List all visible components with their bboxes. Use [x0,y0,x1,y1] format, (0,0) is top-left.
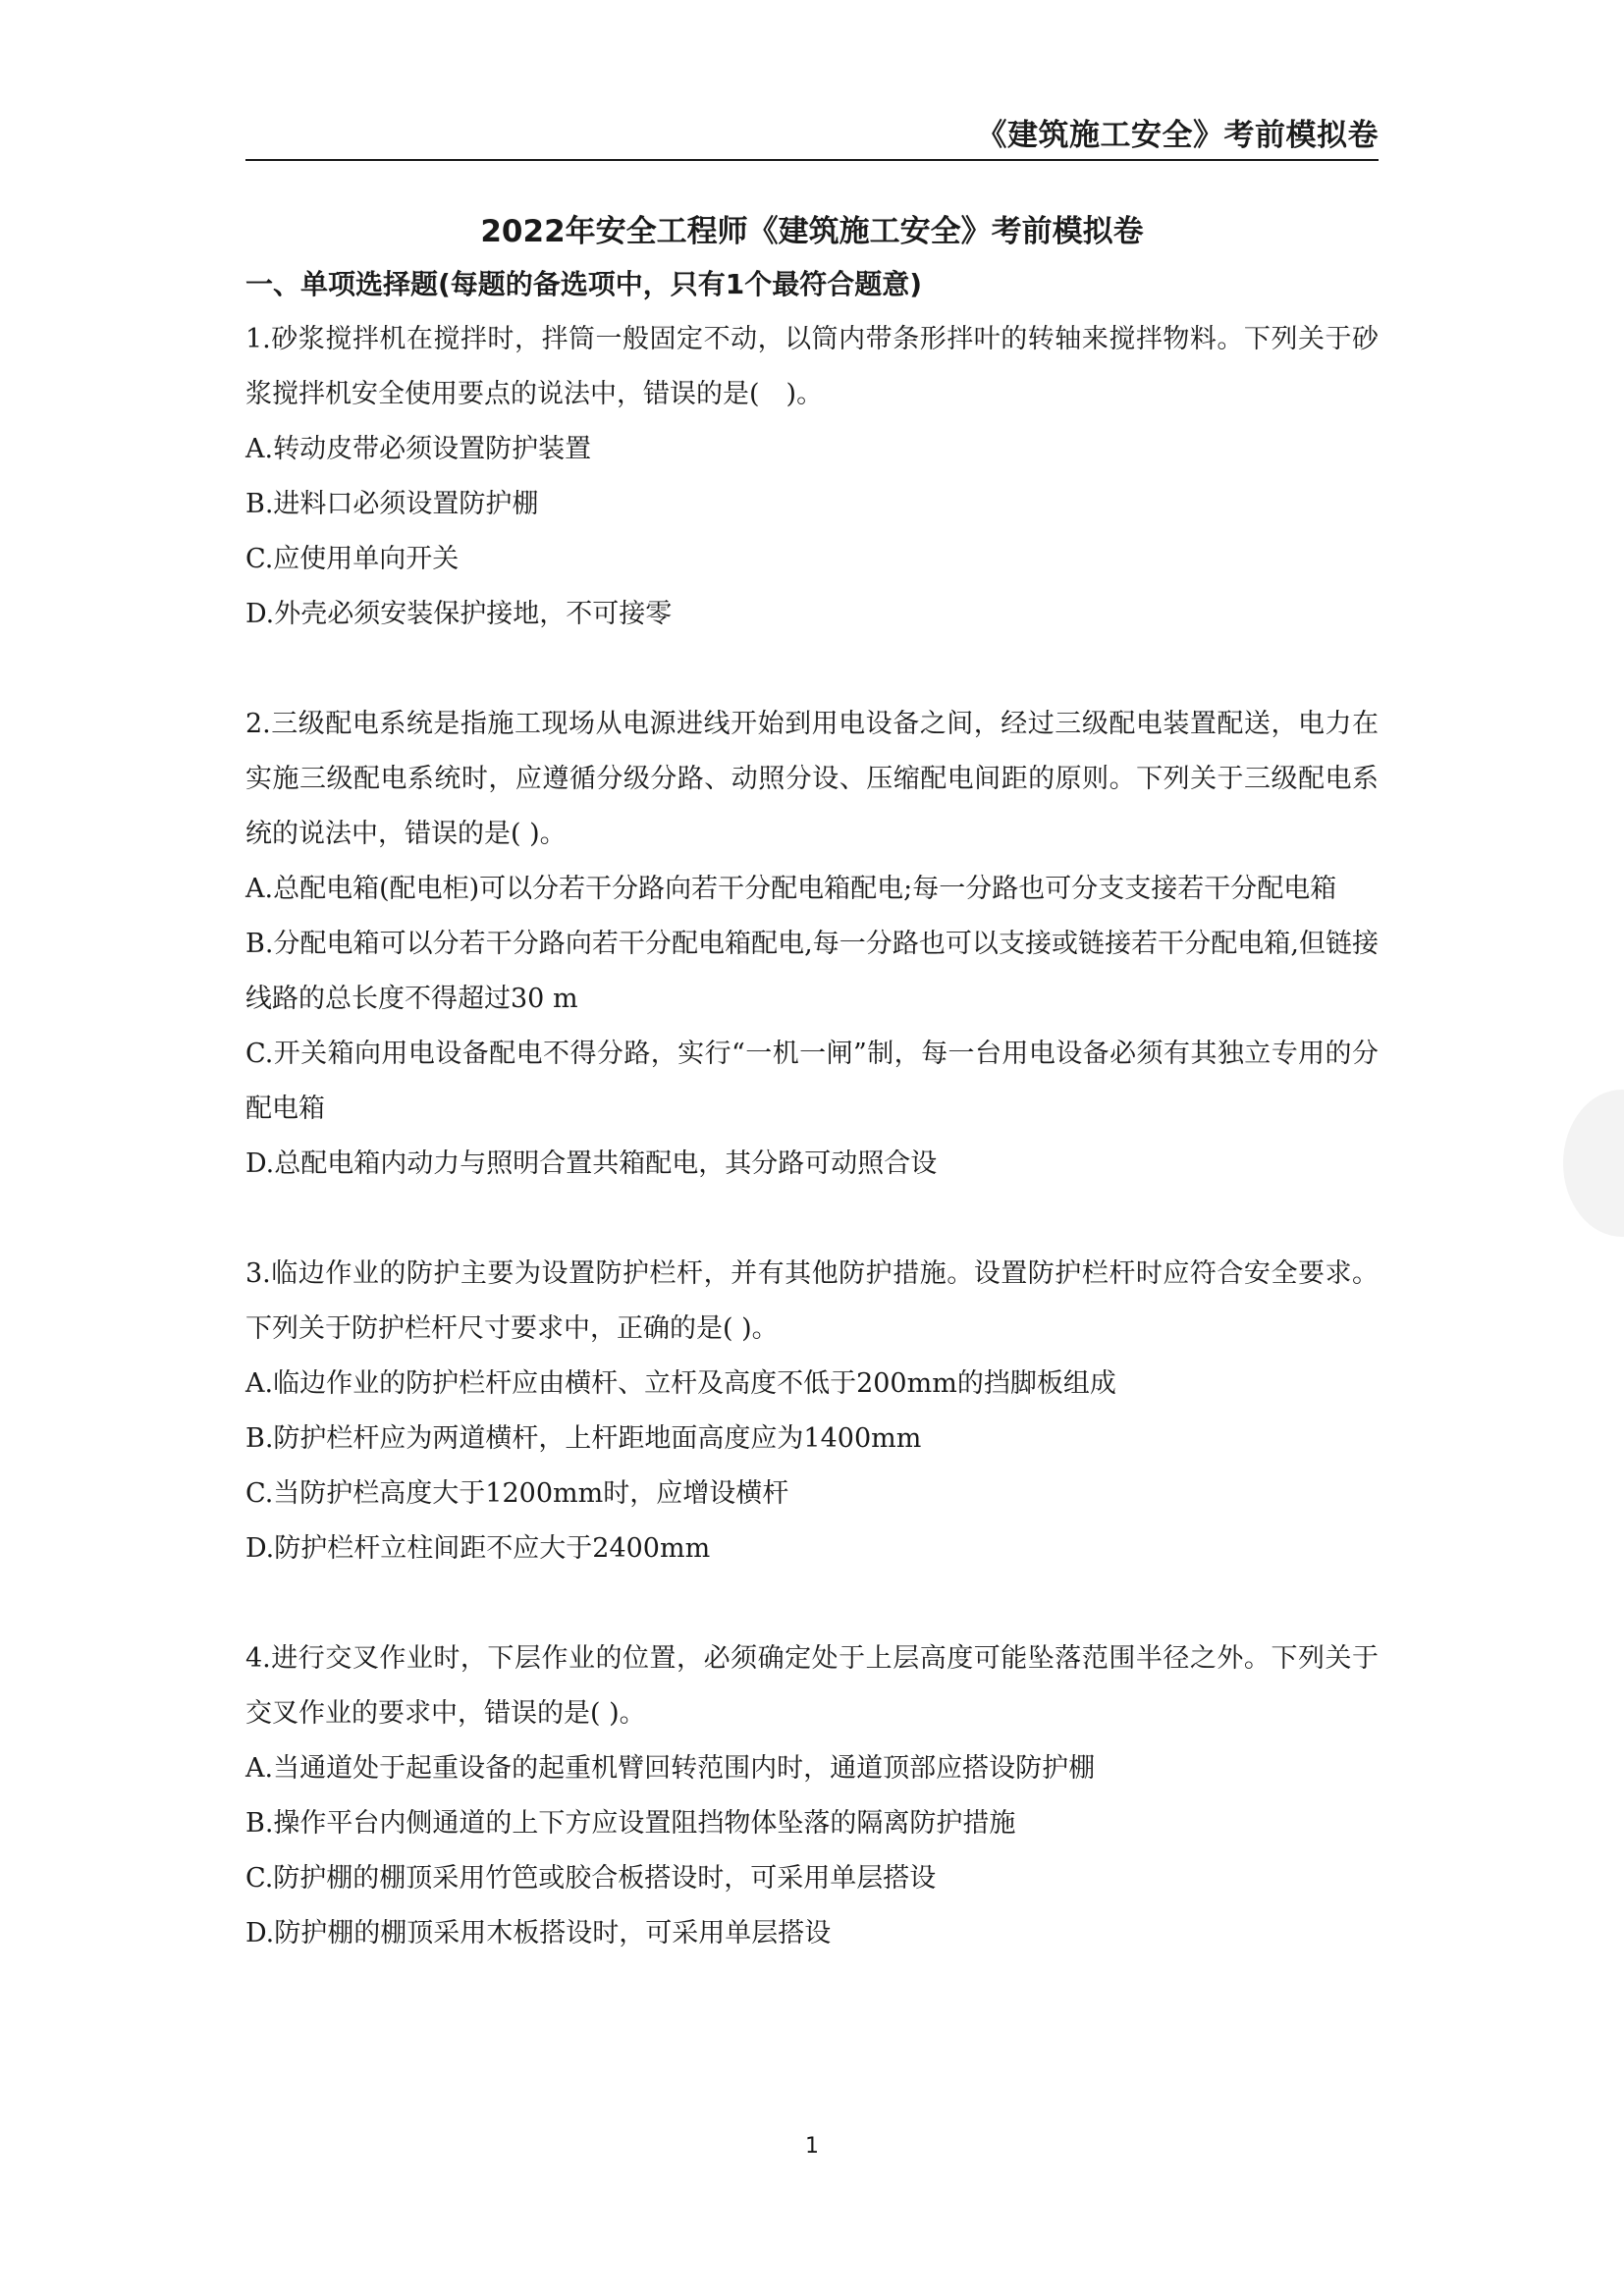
option-c: C.当防护栏高度大于1200mm时，应增设横杆 [245,1478,789,1509]
question-1 [245,312,1379,642]
running-header-title: 《建筑施工安全》考前模拟卷 [976,118,1379,153]
page-number: 1 [805,2134,819,2159]
question-4 [245,1631,1379,1961]
document-title: 2022年安全工程师《建筑施工安全》考前模拟卷 [480,214,1144,249]
option-a: A.总配电箱(配电柜)可以分若干分路向若干分配电箱配电;每一分路也可分支支接若干分配电箱 [245,874,1337,904]
question-3 [245,1247,1379,1576]
option-d: D.外壳必须安装保护接地，不可接零 [245,599,673,629]
option-c: C.防护棚的棚顶采用竹笆或胶合板搭设时，可采用单层搭设 [245,1863,937,1894]
section-heading: 一、单项选择题(每题的备选项中，只有1个最符合题意) [245,268,923,300]
option-b: B.分配电箱可以分若干分路向若干分配电箱配电,每一分路也可以支接或链接若干分配电箱,但链接线路的总长度不得超过30 m [245,929,1379,1014]
option-a: A.当通道处于起重设备的起重机臂回转范围内时，通道顶部应搭设防护棚 [245,1753,1096,1784]
option-b: B.进料口必须设置防护棚 [245,489,539,519]
header-divider [245,159,1379,161]
option-d: D.防护棚的棚顶采用木板搭设时，可采用单层搭设 [245,1918,832,1949]
question-stem: 3.临边作业的防护主要为设置防护栏杆，并有其他防护措施。设置防护栏杆时应符合安全要求。下列关于防护栏杆尺寸要求中，正确的是( )。 [245,1258,1379,1344]
option-c: C.应使用单向开关 [245,544,460,574]
option-b: B.防护栏杆应为两道横杆，上杆距地面高度应为1400mm [245,1423,922,1454]
option-d: D.总配电箱内动力与照明合置共箱配电，其分路可动照合设 [245,1148,938,1179]
option-a: A.转动皮带必须设置防护装置 [245,434,592,464]
page-edge-shadow [1563,1090,1624,1237]
option-b: B.操作平台内侧通道的上下方应设置阻挡物体坠落的隔离防护措施 [245,1808,1016,1839]
document-body [245,206,1379,2016]
option-a: A.临边作业的防护栏杆应由横杆、立杆及高度不低于200mm的挡脚板组成 [245,1368,1116,1399]
option-c: C.开关箱向用电设备配电不得分路，实行“一机一闸”制，每一台用电设备必须有其独立专用的分配电箱 [245,1039,1379,1124]
option-d: D.防护栏杆立柱间距不应大于2400mm [245,1533,711,1564]
question-stem: 2.三级配电系统是指施工现场从电源进线开始到用电设备之间，经过三级配电装置配送，电力在实施三级配电系统时，应遵循分级分路、动照分设、压缩配电间距的原则。下列关于三级配电系统的说法中，错误的是( )。 [245,709,1379,849]
question-stem: 1.砂浆搅拌机在搅拌时，拌筒一般固定不动，以筒内带条形拌叶的转轴来搅拌物料。下列关于砂浆搅拌机安全使用要点的说法中，错误的是( )。 [245,324,1379,409]
question-2 [245,697,1379,1192]
question-stem: 4.进行交叉作业时，下层作业的位置，必须确定处于上层高度可能坠落范围半径之外。下列关于交叉作业的要求中，错误的是( )。 [245,1643,1379,1729]
